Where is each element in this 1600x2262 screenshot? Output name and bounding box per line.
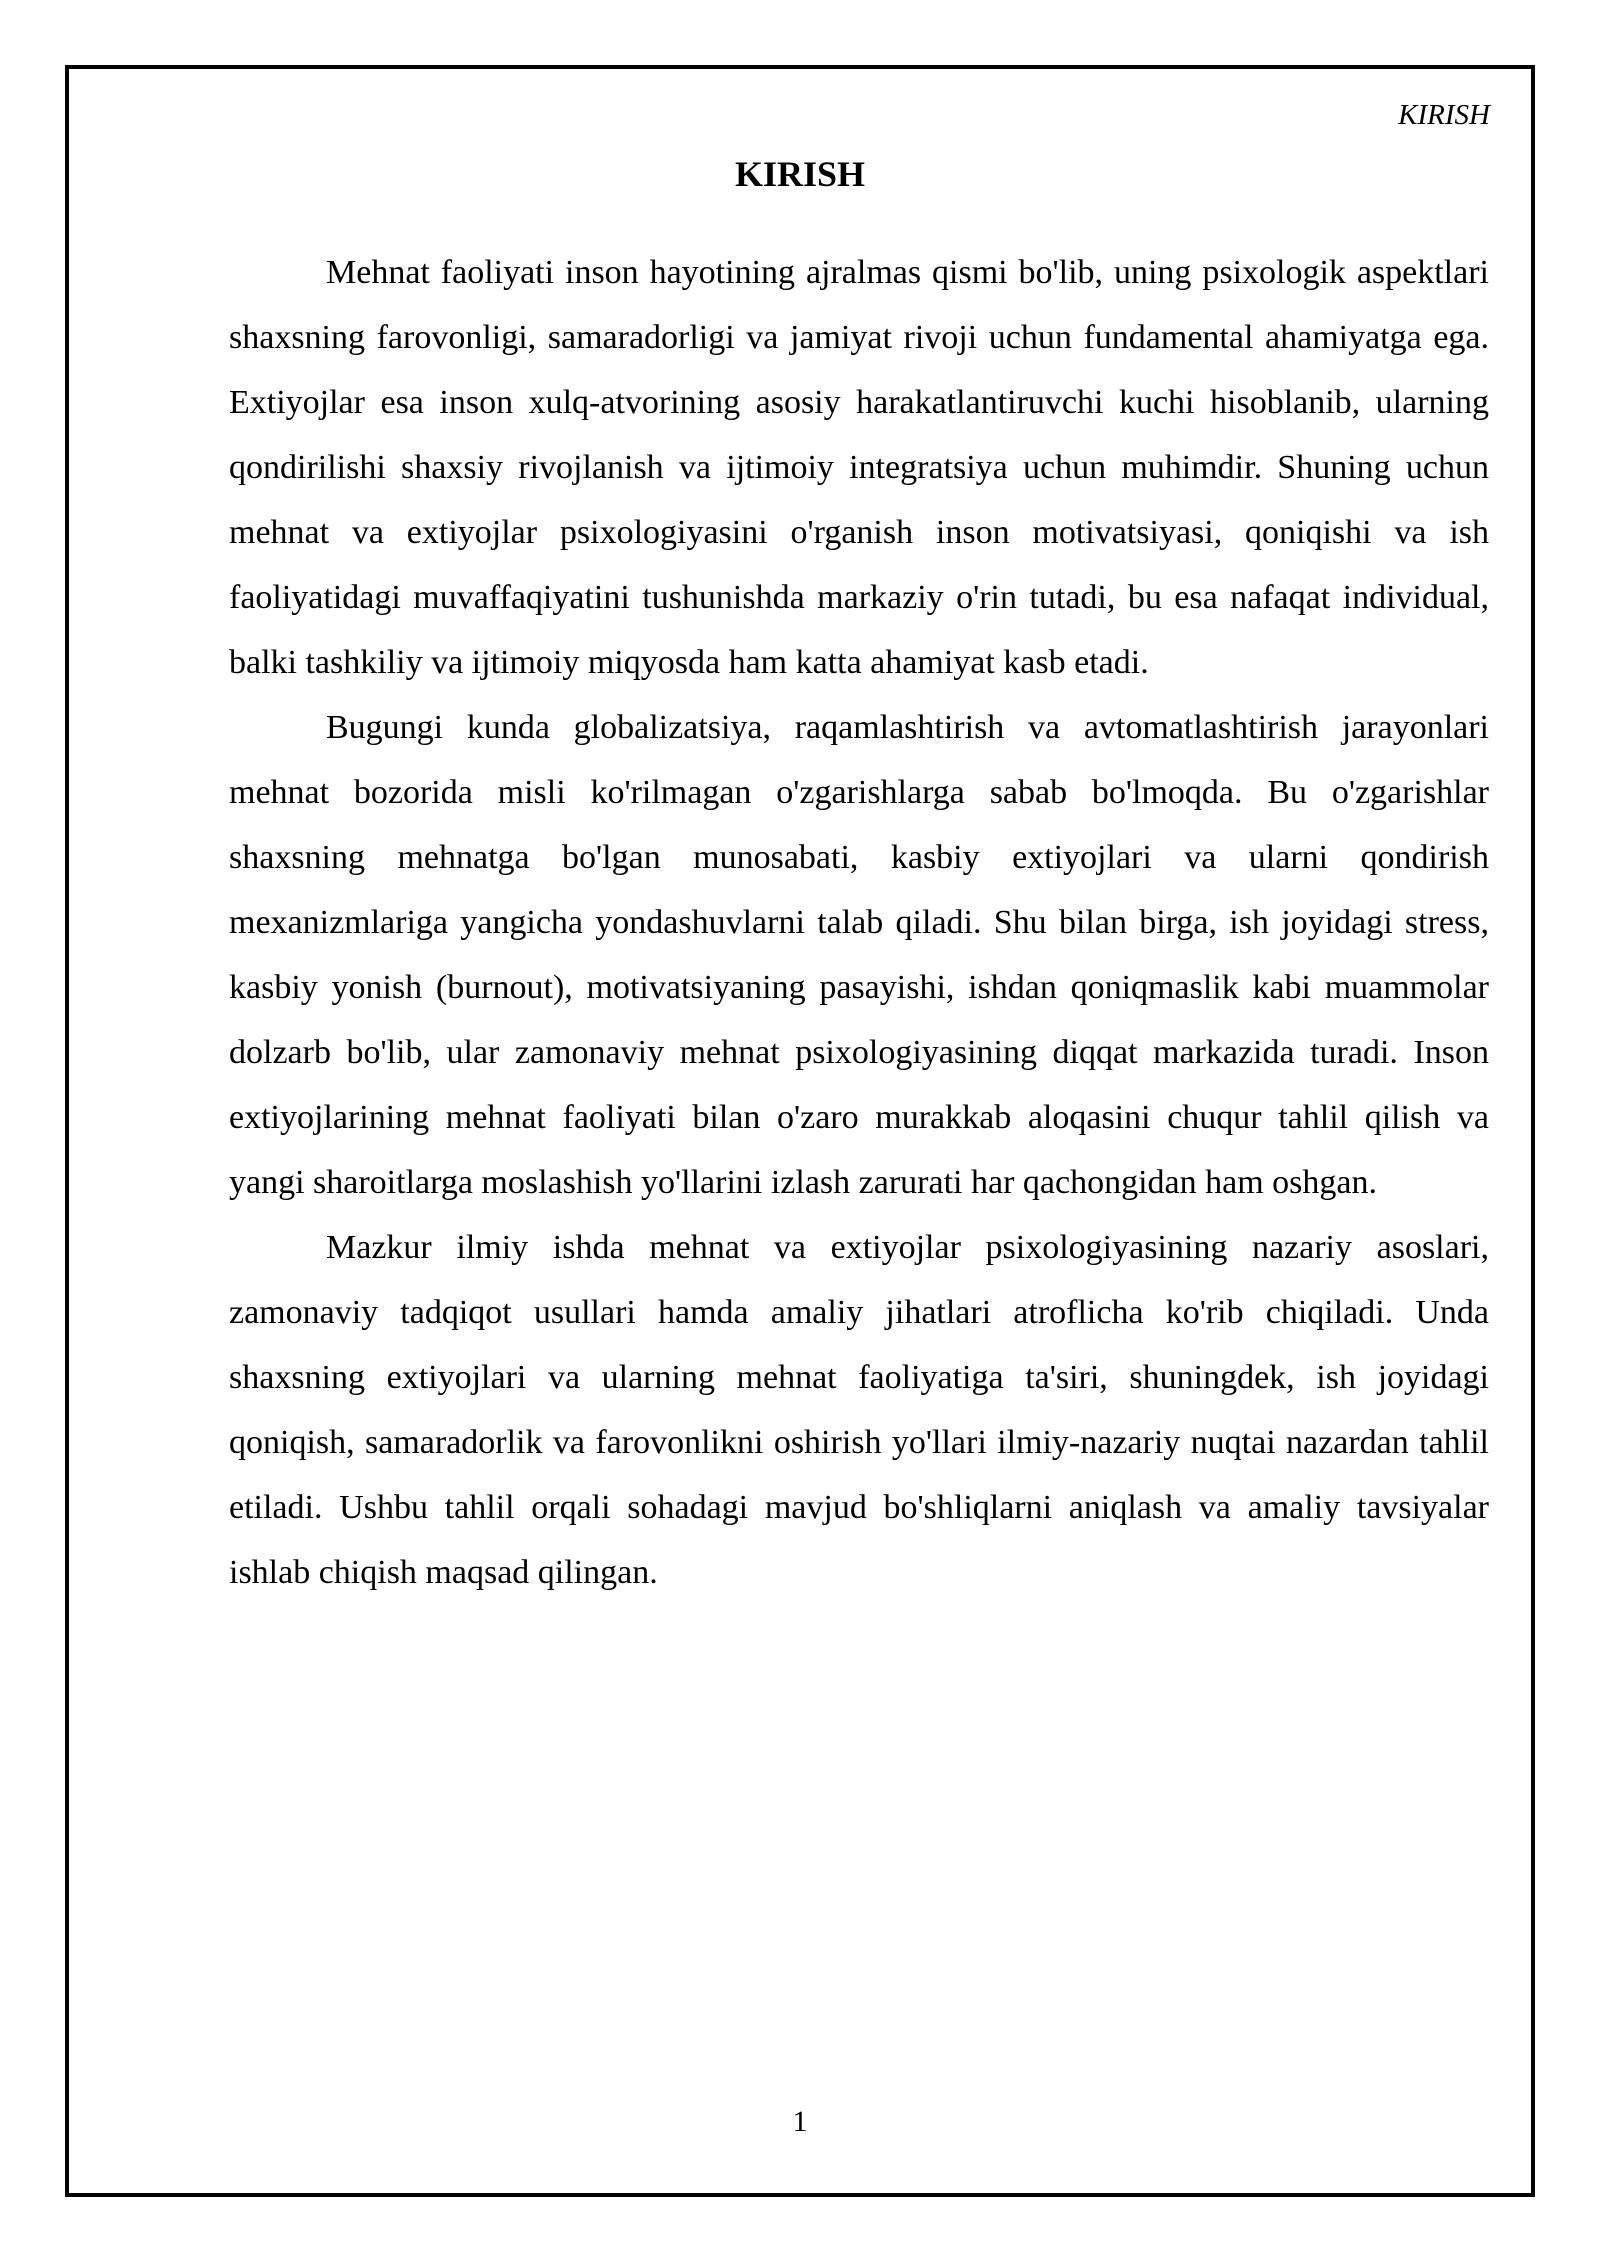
paragraph-modern-challenges: Bugungi kunda globalizatsiya, raqamlashtirish va avtomatlashtirish jarayonlari mehnat bozorida misli ko'rilmagan o'zgarishlarga sabab bo'lmoqda. Bu o'zgarishlar shaxsning mehnatga bo'lgan munosabati, kasbiy extiyojlari va ularni qondirish mexanizmlariga yangicha yondashuvlarni talab qiladi. Shu bilan birga, ish joyidagi stress, kasbiy yonish (burnout), motivatsiyaning pasayishi, ishdan qoniqmaslik kabi muammolar dolzarb bo'lib, ular zamonaviy mehnat psixologiyasining diqqat markazida turadi. Inson extiyojlarining mehnat faoliyati bilan o'zaro murakkab aloqasini chuqur tahlil qilish va yangi sharoitlarga moslashish yo'llarini izlash zarurati har qachongidan ham oshgan.	[229, 709, 1489, 1201]
running-header: KIRISH	[1398, 99, 1490, 131]
paragraph-research-scope: Mazkur ilmiy ishda mehnat va extiyojlar psixologiyasining nazariy asoslari, zamonaviy tadqiqot usullari hamda amaliy jihatlari atroflicha ko'rib chiqiladi. Unda shaxsning extiyojlari va ularning mehnat faoliyatiga ta'siri, shuningdek, ish joyidagi qoniqish, samaradorlik va farovonlikni oshirish yo'llari ilmiy-nazariy nuqtai nazardan tahlil etiladi. Ushbu tahlil orqali sohadagi mavjud bo'shliqlarni aniqlash va amaliy tavsiyalar ishlab chiqish maqsad qilingan.	[229, 1229, 1489, 1591]
body-text	[229, 240, 1489, 1605]
page-number: 1	[792, 2105, 808, 2138]
paragraph-introduction: Mehnat faoliyati inson hayotining ajralmas qismi bo'lib, uning psixologik aspektlari shaxsning farovonligi, samaradorligi va jamiyat rivoji uchun fundamental ahamiyatga ega. Extiyojlar esa inson xulq-atvorining asosiy harakatlantiruvchi kuchi hisoblanib, ularning qondirilishi shaxsiy rivojlanish va ijtimoiy integratsiya uchun muhimdir. Shuning uchun mehnat va extiyojlar psixologiyasini o'rganish inson motivatsiyasi, qoniqishi va ish faoliyatidagi muvaffaqiyatini tushunishda markaziy o'rin tutadi, bu esa nafaqat individual, balki tashkiliy va ijtimoiy miqyosda ham katta ahamiyat kasb etadi.	[229, 254, 1489, 681]
page-title: KIRISH	[734, 154, 866, 194]
